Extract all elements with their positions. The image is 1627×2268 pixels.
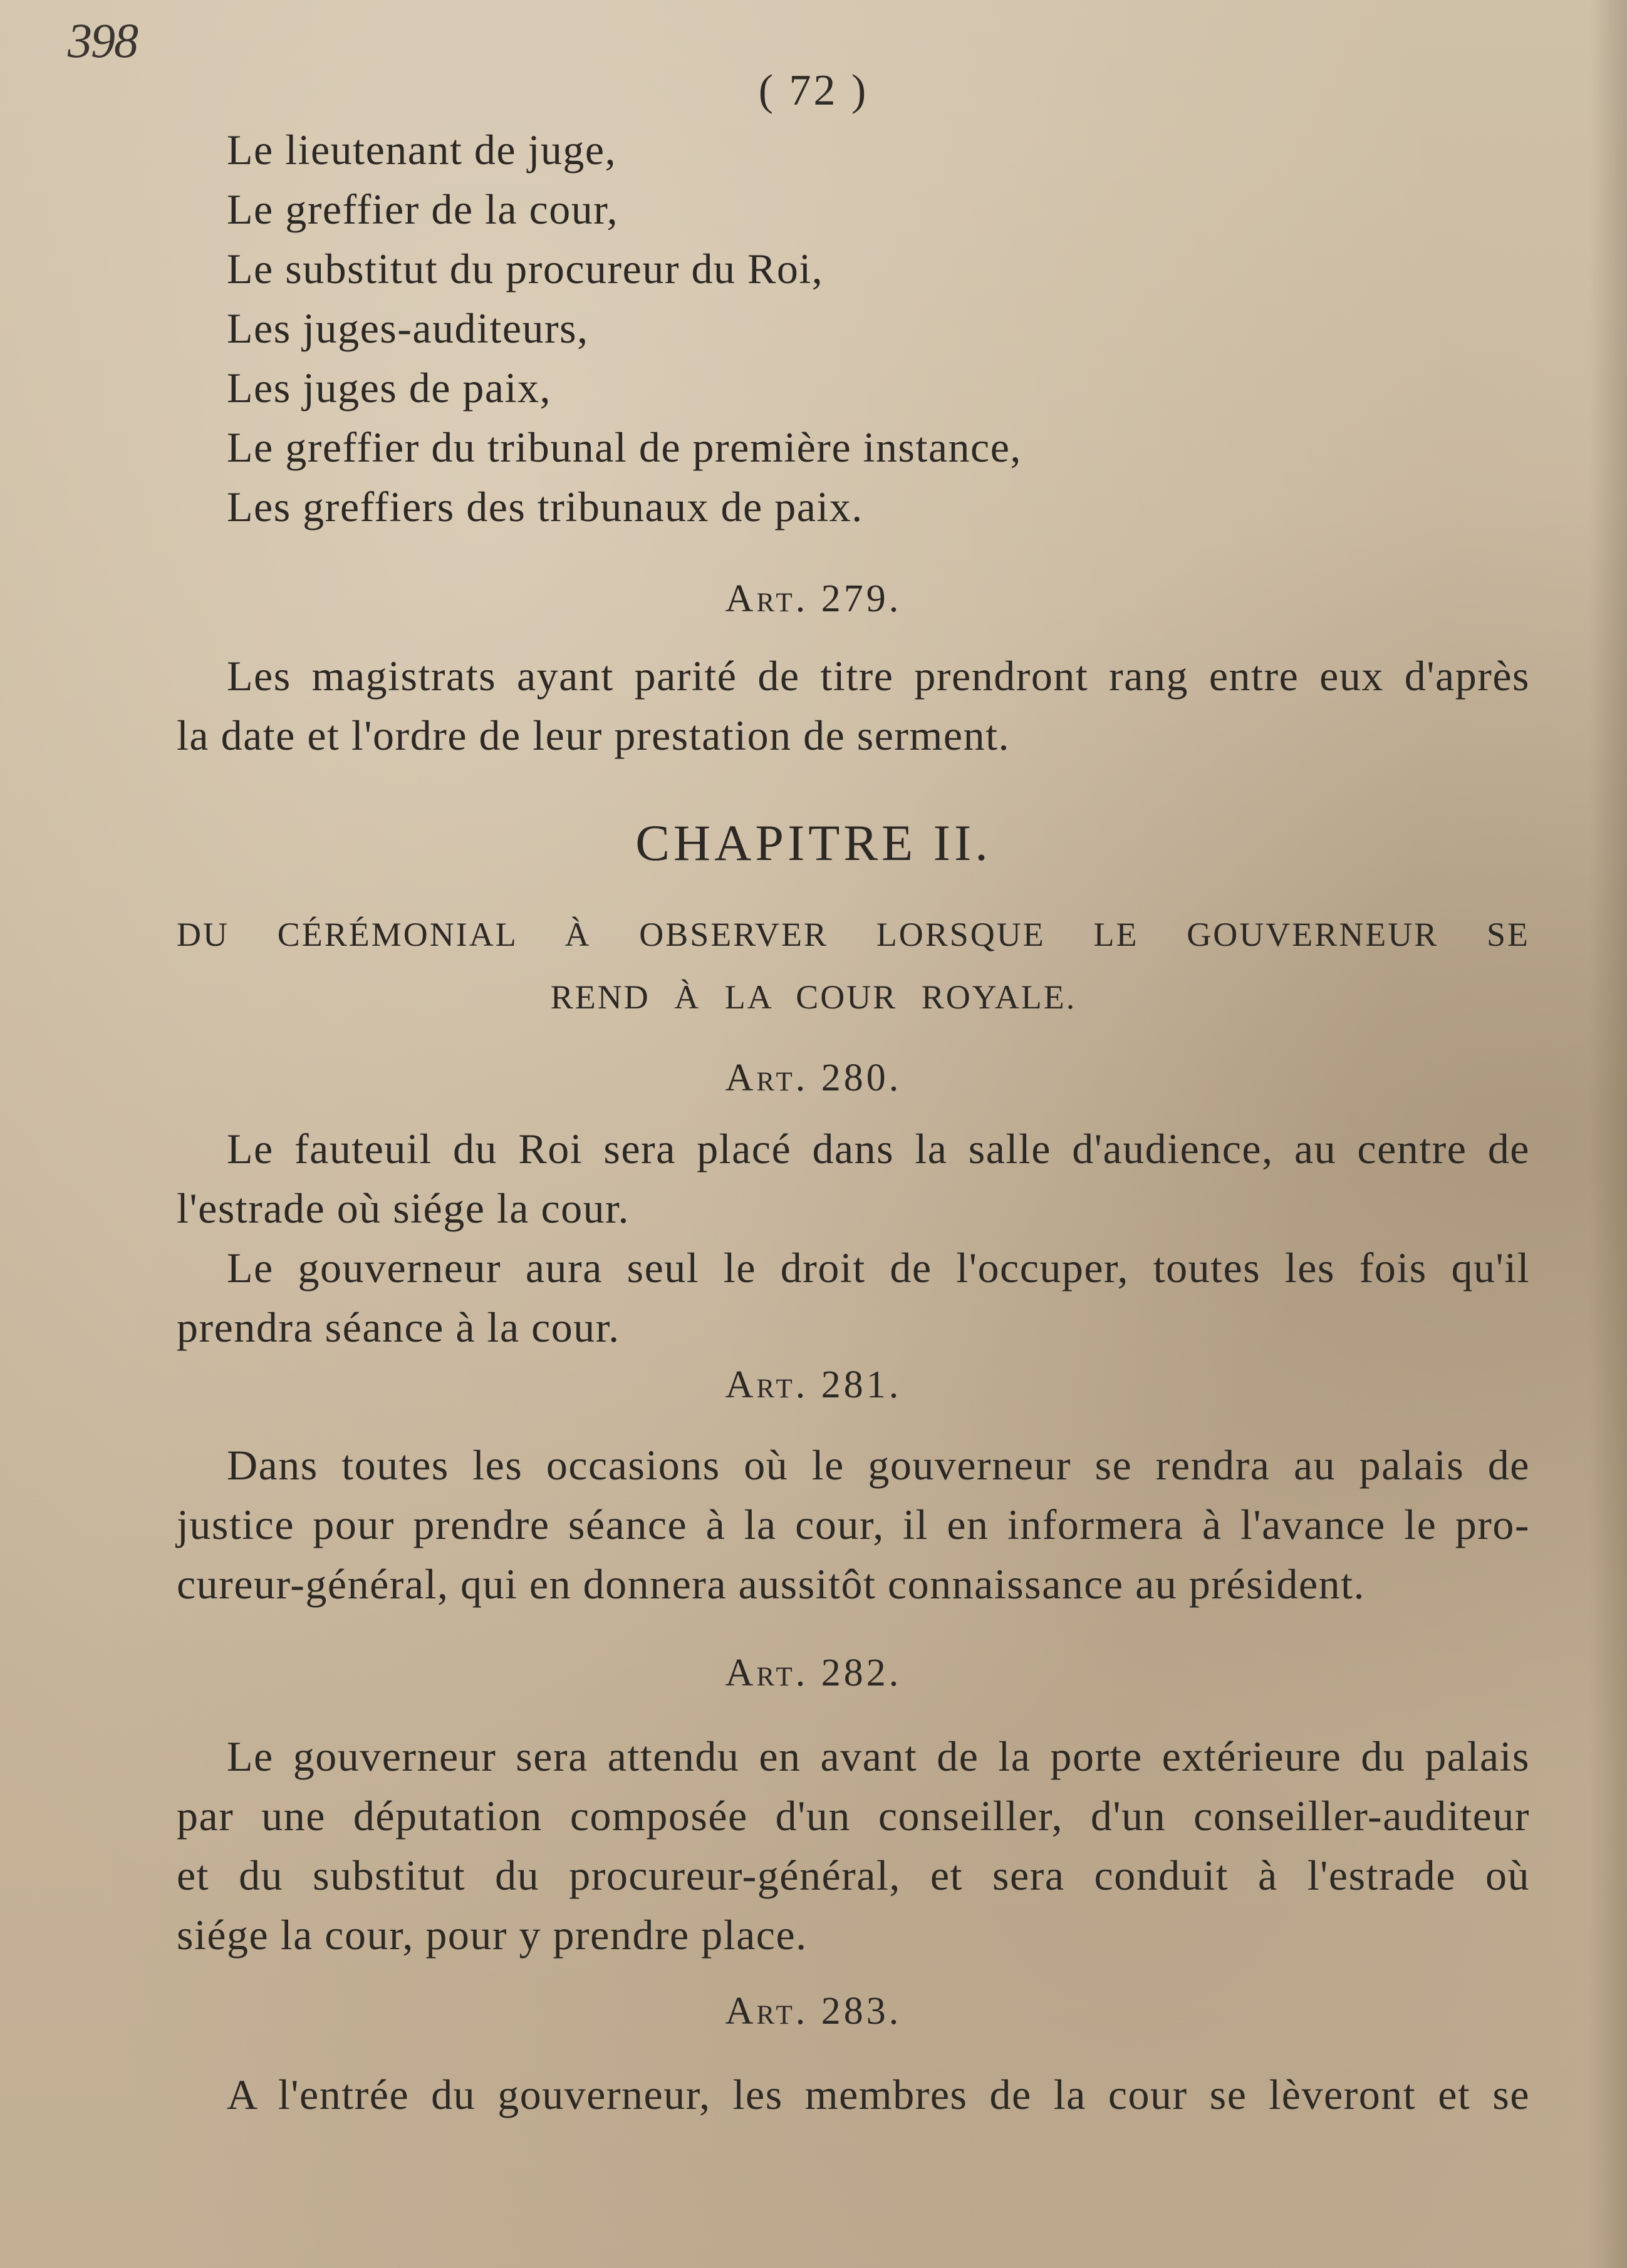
article-279-line: la date et l'ordre de leur prestation de serment. (177, 712, 1011, 759)
article-heading-280: Art. 280. (725, 1057, 902, 1099)
article-282-line: par une députation composée d'un conseiller, d'un conseiller-auditeur (177, 1792, 1530, 1840)
article-281-line: cureur-général, qui en donnera aussitôt connaissance au président. (177, 1560, 1366, 1608)
list-item: Les juges de paix, (227, 364, 551, 412)
article-280-line: l'estrade où siége la cour. (177, 1184, 630, 1232)
article-280-line: Le gouverneur aura seul le droit de l'occuper, toutes les fois qu'il (227, 1244, 1530, 1292)
article-280-line: prendra séance à la cour. (177, 1303, 620, 1351)
list-item: Le greffier du tribunal de première instance, (227, 423, 1022, 471)
chapter-subtitle-line-1: DU CÉRÉMONIAL À OBSERVER LORSQUE LE GOUVERNEUR SE (177, 916, 1530, 953)
handwritten-page-mark: 398 (68, 13, 137, 68)
list-item: Les greffiers des tribunaux de paix. (227, 483, 863, 531)
article-heading-283: Art. 283. (725, 1990, 902, 2032)
list-item: Le substitut du procureur du Roi, (227, 245, 824, 293)
article-282-line: Le gouverneur sera attendu en avant de la porte extérieure du palais (227, 1732, 1530, 1780)
article-heading-282: Art. 282. (725, 1652, 902, 1694)
article-heading-281: Art. 281. (725, 1364, 902, 1406)
article-280-line: Le fauteuil du Roi sera placé dans la salle d'audience, au centre de (227, 1125, 1530, 1173)
list-item: Le greffier de la cour, (227, 185, 619, 233)
article-281-line: Dans toutes les occasions où le gouverneur se rendra au palais de (227, 1441, 1530, 1489)
page-number: ( 72 ) (758, 66, 869, 115)
article-heading-279: Art. 279. (725, 577, 902, 620)
page-edge-shadow (1589, 0, 1627, 2268)
chapter-subtitle-line-2: REND À LA COUR ROYALE. (550, 978, 1077, 1016)
article-282-line: siége la cour, pour y prendre place. (177, 1911, 808, 1959)
article-283-line: A l'entrée du gouverneur, les membres de la cour se lèveront et se (227, 2071, 1530, 2118)
list-item: Le lieutenant de juge, (227, 126, 617, 173)
article-281-line: justice pour prendre séance à la cour, il en informera à l'avance le pro- (177, 1501, 1530, 1548)
article-282-line: et du substitut du procureur-général, et sera conduit à l'estrade où (177, 1851, 1530, 1899)
list-item: Les juges-auditeurs, (227, 304, 589, 352)
chapter-title: CHAPITRE II. (635, 814, 992, 871)
article-279-line: Les magistrats ayant parité de titre prendront rang entre eux d'après (227, 652, 1530, 700)
